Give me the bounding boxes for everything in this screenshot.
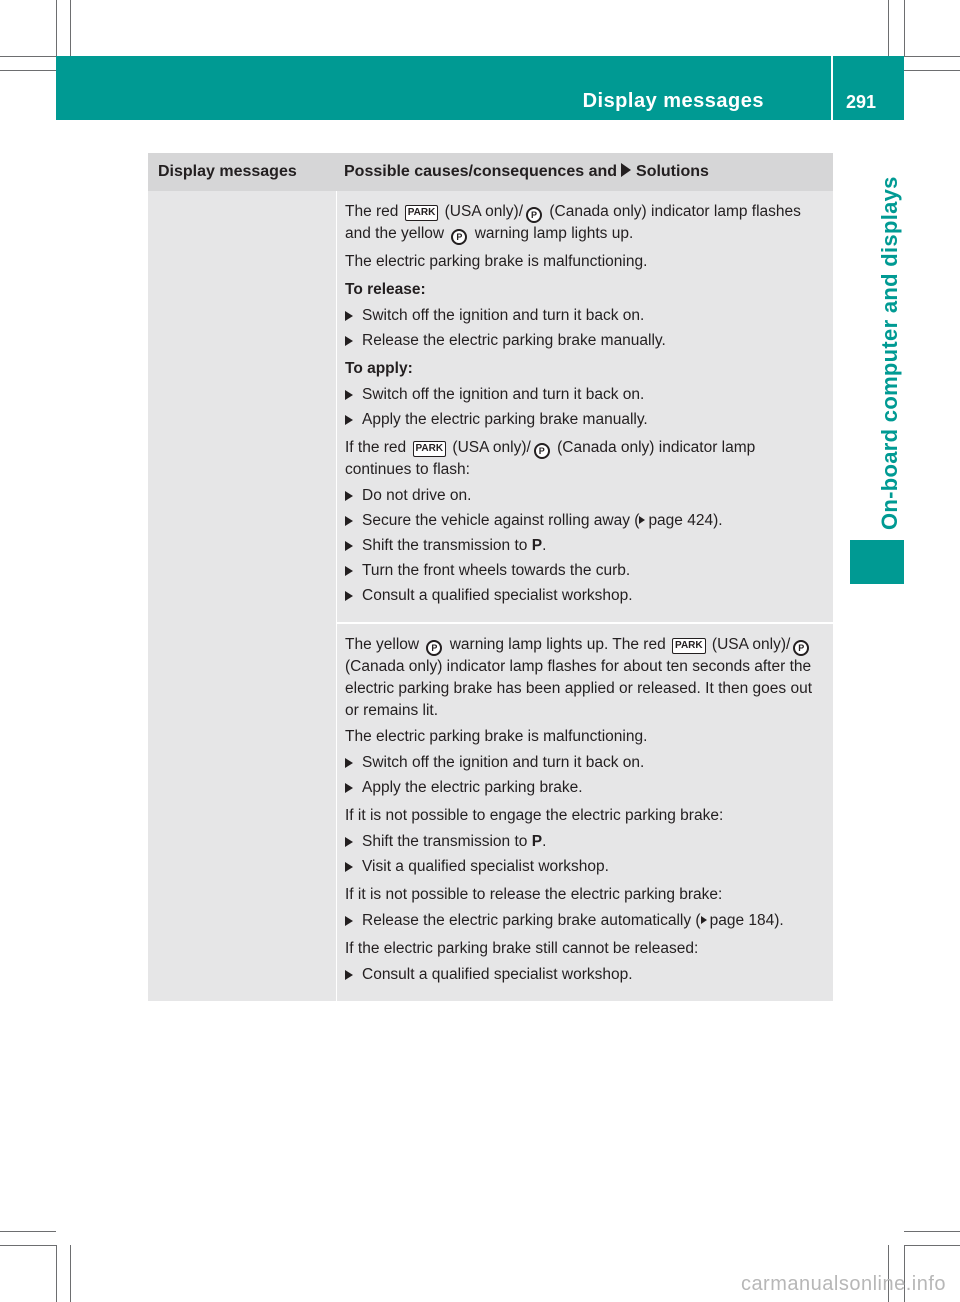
apply-label: To apply: [345,360,413,377]
parking-brake-p-icon: P [534,443,550,459]
paragraph: If it is not possible to release the electric parking brake: [345,886,723,903]
list-item: Apply the electric parking brake manually. [345,409,825,431]
paragraph: The yellow P warning lamp lights up. The red PARK (USA only)/ P (Canada only) indicator lamp flashes for about ten seconds after the electric parking brake has been applied or released. It then goes out or remains lit. [345,636,813,719]
park-indicator-icon: PARK [413,441,447,457]
list-item: Release the electric parking brake automatically ( page 184). [345,910,825,932]
list-item: Do not drive on. [345,485,825,507]
column-header-messages: Display messages [158,163,297,180]
crop-mark [0,56,56,57]
crop-mark [70,0,71,56]
step-arrow-icon [345,336,353,346]
step-arrow-icon [345,916,353,926]
park-indicator-icon: PARK [672,638,706,654]
crop-mark [56,1245,57,1302]
header-text-causes: Possible causes/consequences and [344,163,618,180]
header-text-solutions: Solutions [636,163,709,180]
step-arrow-icon [345,311,353,321]
list-item: Turn the front wheels towards the curb. [345,560,825,582]
header-divider [831,56,833,120]
list-item: Visit a qualified specialist workshop. [345,856,825,878]
crop-mark [904,70,960,71]
page-title: Display messages [582,90,764,112]
crop-mark [904,1231,960,1232]
crop-mark [70,1245,71,1302]
step-arrow-icon [345,862,353,872]
list-item: Switch off the ignition and turn it back on. [345,384,825,406]
step-arrow-icon [345,758,353,768]
crop-mark [56,0,57,56]
parking-brake-p-icon: P [451,229,467,245]
step-arrow-icon [345,390,353,400]
page-ref-icon [701,916,707,924]
step-arrow-icon [345,516,353,526]
parking-brake-p-icon: P [526,207,542,223]
park-indicator-icon: PARK [405,205,439,221]
table-body [148,191,833,1001]
crop-mark [0,70,56,71]
crop-mark [904,0,905,56]
step-arrow-icon [345,491,353,501]
paragraph: The electric parking brake is malfunctioning. [345,728,648,745]
page-header [56,56,904,120]
step-arrow-icon [345,566,353,576]
display-message-cell [148,191,337,1001]
crop-mark [904,1245,960,1246]
parking-brake-p-icon: P [793,640,809,656]
list-item: Apply the electric parking brake. [345,777,825,799]
table-header [148,153,833,191]
step-arrow-icon [345,783,353,793]
paragraph: If the electric parking brake still cannot be released: [345,940,699,957]
list-item: Switch off the ignition and turn it back on. [345,305,825,327]
list-item: Shift the transmission to P. [345,535,825,557]
page-reference-link[interactable]: page 184). [709,912,784,929]
column-header-solutions [336,163,833,181]
watermark: carmanualsonline.info [740,1273,946,1295]
step-arrow-icon [345,970,353,980]
solutions-cell [337,191,833,1001]
crop-mark [0,1245,56,1246]
paragraph: If the red PARK (USA only)/ P (Canada only) indicator lamp continues to flash: [345,439,756,478]
list-item: Secure the vehicle against rolling away ( page 424). [345,510,825,532]
step-arrow-icon [345,415,353,425]
crop-mark [888,0,889,56]
arrow-right-icon [621,163,631,177]
table-row [337,191,833,622]
crop-mark [0,1231,56,1232]
list-item: Consult a qualified specialist workshop. [345,585,825,607]
list-item: Consult a qualified specialist workshop. [345,964,825,986]
paragraph: The red PARK (USA only)/ P (Canada only) indicator lamp flashes and the yellow P warning lamp lights up. [345,201,825,245]
release-label: To release: [345,281,426,298]
parking-brake-p-icon: P [426,640,442,656]
list-item: Switch off the ignition and turn it back on. [345,752,825,774]
page-ref-icon [639,516,645,524]
list-item: Shift the transmission to P. [345,831,825,853]
chapter-tab-marker [850,540,904,584]
page-reference-link[interactable]: page 424). [648,512,723,529]
step-arrow-icon [345,541,353,551]
chapter-tab-label: On-board computer and displays [877,176,902,530]
step-arrow-icon [345,837,353,847]
step-arrow-icon [345,591,353,601]
messages-table [148,153,833,1001]
paragraph: The electric parking brake is malfunctioning. [345,253,648,270]
paragraph: If it is not possible to engage the electric parking brake: [345,807,724,824]
page-number: 291 [846,92,877,112]
crop-mark [904,56,960,57]
list-item: Release the electric parking brake manually. [345,330,825,352]
table-row [337,622,833,1001]
